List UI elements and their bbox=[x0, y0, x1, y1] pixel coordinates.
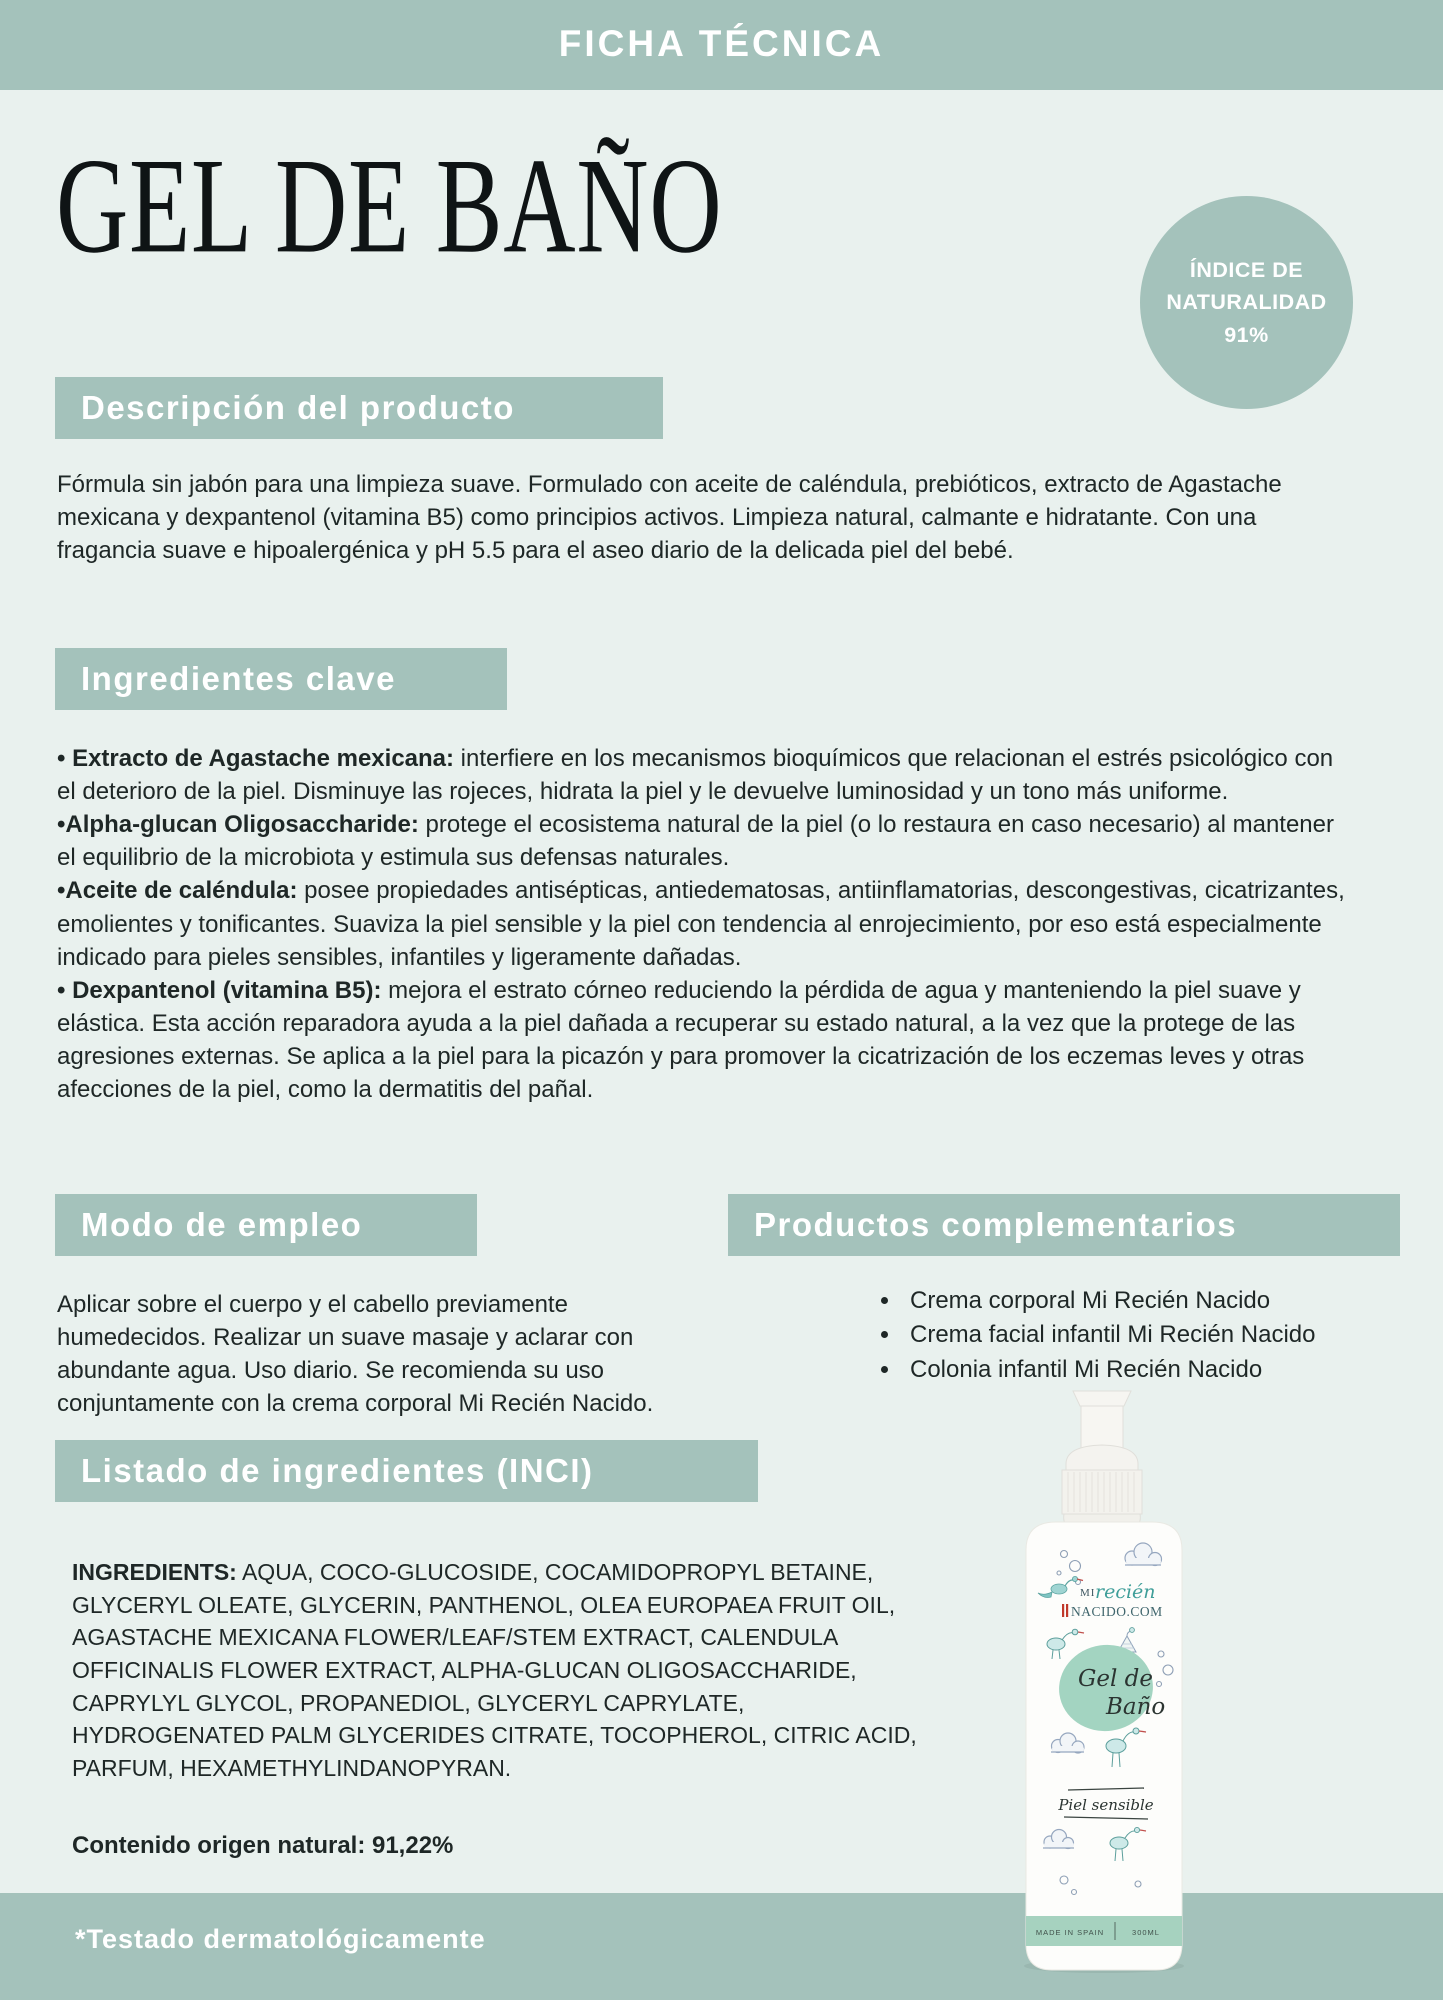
ingredient-item bbox=[57, 808, 1357, 874]
section-band-inci: Listado de ingredientes (INCI) bbox=[55, 1440, 758, 1502]
badge-line-2: NATURALIDAD bbox=[1166, 290, 1327, 315]
ingredient-text: mejora el estrato córneo reduciendo la pérdida de agua y manteniendo la piel suave y elástica. Esta acción reparadora ayuda a la piel dañada a recuperar su estado natural, a la vez que la protege de las agresiones externas. Se aplica a la piel para la picazón y para promover la cicatrización de los eczemas leves y otras afecciones de la piel, como la dermatitis del pañal. bbox=[57, 976, 1305, 1104]
badge-line-1: ÍNDICE DE bbox=[1189, 258, 1304, 283]
footer-bar bbox=[0, 1893, 1443, 2000]
section-band-complementarios: Productos complementarios bbox=[728, 1194, 1400, 1256]
inci-body: AQUA, COCO-GLUCOSIDE, COCAMIDOPROPYL BETAINE, GLYCERYL OLEATE, GLYCERIN, PANTHENOL, OLEA EUROPAEA FRUIT OIL, AGASTACHE MEXICANA FLOWER/LEAF/STEM EXTRACT, CALENDULA OFFICINALIS FLOWER EXTRACT, ALPHA-GLUCAN OLIGOSACCHARIDE, CAPRYLYL GLYCOL, PROPANEDIOL, GLYCERYL CAPRYLATE, HYDROGENATED PALM GLYCERIDES CITRATE, TOCOPHEROL, CITRIC ACID, PARFUM, HEXAMETHYLINDANOPYRAN. bbox=[72, 1559, 917, 1781]
label-title-line2: Baño bbox=[1106, 1694, 1166, 1720]
ingredient-lead: •Alpha-glucan Oligosaccharide: bbox=[57, 811, 419, 839]
made-in-text: MADE IN SPAIN bbox=[1035, 1928, 1105, 1937]
brand-caps-text: NACIDO.COM bbox=[1071, 1604, 1163, 1619]
page-title: FICHA TÉCNICA bbox=[558, 23, 885, 64]
footer-note: *Testado dermatológicamente bbox=[75, 1924, 486, 1954]
label-subtitle: Piel sensible bbox=[1058, 1796, 1154, 1814]
ingredient-text: interfiere en los mecanismos bioquímicos que relacionan el estrés psicológico con el deterioro de la piel. Disminuye las rojeces, hidrata la piel y le devuelve luminosidad y un tono más uniforme. bbox=[57, 745, 1334, 806]
ingredient-lead: • Extracto de Agastache mexicana: bbox=[57, 745, 455, 772]
label-title-line1: Gel de bbox=[1078, 1666, 1153, 1692]
brand-small-text: MI bbox=[1080, 1587, 1096, 1599]
brand-script-text: recién bbox=[1095, 1581, 1156, 1603]
ingredientes-list bbox=[57, 742, 1357, 1106]
modo-body: Aplicar sobre el cuerpo y el cabello previamente humedecidos. Realizar un suave masaje y aclarar con abundante agua. Uso diario. Se recomienda su uso conjuntamente con la crema corporal Mi Recién Nacido. bbox=[57, 1291, 654, 1418]
ingredient-item bbox=[57, 974, 1357, 1106]
section-band-ingredientes: Ingredientes clave bbox=[55, 648, 507, 710]
header-bar bbox=[0, 0, 1443, 90]
product-title: GEL DE BAÑO bbox=[56, 130, 723, 282]
ingredient-item bbox=[57, 874, 1357, 973]
descripcion-body: Fórmula sin jabón para una limpieza suave. Formulado con aceite de caléndula, prebióticos, extracto de Agastache mexicana y dexpantenol (vitamina B5) como principios activos. Limpieza natural, calmante e hidratante. Con una fragancia suave e hipoalergénica y pH 5.5 para el aseo diario de la delicada piel del bebé. bbox=[57, 471, 1282, 565]
product-bottle-image bbox=[1018, 1386, 1190, 1976]
complementario-item: • Crema corporal Mi Recién Nacido bbox=[902, 1284, 1422, 1318]
ingredient-lead: • Dexpantenol (vitamina B5): bbox=[57, 976, 382, 1004]
ingredient-text: protege el ecosistema natural de la piel (o lo restaura en caso necesario) al mantener el equilibrio de la microbiota y estimula sus defensas naturales. bbox=[57, 811, 1334, 872]
ingredient-lead: •Aceite de caléndula: bbox=[57, 877, 298, 905]
complementarios-list bbox=[878, 1284, 1422, 1387]
complementario-item: • Colonia infantil Mi Recién Nacido bbox=[902, 1353, 1422, 1387]
ingredient-item bbox=[57, 742, 1357, 808]
section-band-descripcion: Descripción del producto bbox=[55, 377, 663, 439]
complementario-item: • Crema facial infantil Mi Recién Nacido bbox=[902, 1318, 1422, 1352]
badge-percentage: 91% bbox=[1224, 322, 1269, 347]
ingredient-text: posee propiedades antisépticas, antiedematosas, antiinflamatorias, descongestivas, cicatrizantes, emolientes y tonificantes. Suaviza la piel sensible y la piel con tendencia al enrojecimiento, por eso está especialmente indicado para pieles sensibles, infantiles y ligeramente dañadas. bbox=[57, 877, 1345, 971]
natural-content-line: Contenido origen natural: 91,22% bbox=[72, 1832, 454, 1859]
inci-text bbox=[72, 1556, 927, 1785]
naturalidad-badge bbox=[1140, 196, 1353, 409]
inci-lead: INGREDIENTS: bbox=[72, 1559, 237, 1585]
volume-text: 300ML bbox=[1132, 1928, 1160, 1937]
section-band-modo: Modo de empleo bbox=[55, 1194, 477, 1256]
bottle-band bbox=[1026, 1916, 1182, 1946]
